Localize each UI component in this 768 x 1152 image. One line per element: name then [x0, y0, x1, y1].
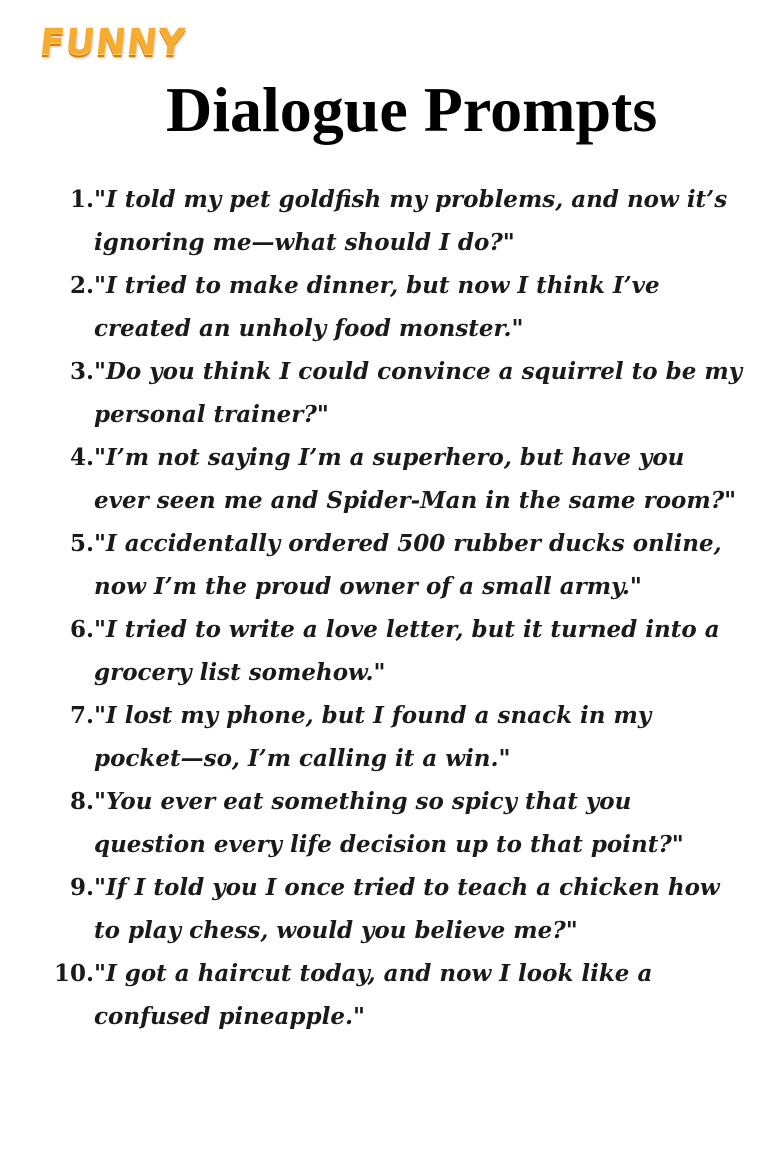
prompt-text: "You ever eat something so spicy that you question every life decision up to that point?": [94, 788, 684, 858]
prompt-number: 6.: [69, 616, 94, 643]
prompt-number: 8.: [69, 788, 94, 815]
prompt-number: 5.: [69, 530, 94, 557]
prompt-item: [44, 178, 744, 264]
prompt-item: [44, 952, 744, 1038]
prompt-list: [44, 178, 744, 1038]
prompt-item: [44, 866, 744, 952]
prompt-item: [44, 264, 744, 350]
prompt-number: 9.: [69, 874, 94, 901]
prompt-item: [44, 608, 744, 694]
prompt-number: 2.: [69, 272, 94, 299]
prompt-text: "I told my pet goldfish my problems, and now it’s ignoring me—what should I do?": [94, 186, 728, 256]
funny-badge: FUNNY: [37, 22, 188, 63]
prompt-text: "I tried to make dinner, but now I think I’ve created an unholy food monster.": [94, 272, 660, 342]
prompt-number: 3.: [69, 358, 94, 385]
page-title: Dialogue Prompts: [166, 74, 658, 145]
prompt-text: "I’m not saying I’m a superhero, but have you ever seen me and Spider-Man in the same room?": [94, 444, 737, 514]
prompt-number: 4.: [69, 444, 94, 471]
prompt-item: [44, 780, 744, 866]
prompt-text: "Do you think I could convince a squirrel to be my personal trainer?": [94, 358, 743, 428]
prompt-text: "I got a haircut today, and now I look like a confused pineapple.": [94, 960, 653, 1030]
prompt-number: 10.: [53, 960, 94, 987]
prompt-number: 1.: [69, 186, 94, 213]
prompt-item: [44, 350, 744, 436]
prompt-text: "I lost my phone, but I found a snack in my pocket—so, I’m calling it a win.": [94, 702, 652, 772]
prompt-number: 7.: [69, 702, 94, 729]
prompt-item: [44, 522, 744, 608]
prompt-item: [44, 436, 744, 522]
prompt-item: [44, 694, 744, 780]
prompt-text: "I accidentally ordered 500 rubber ducks online, now I’m the proud owner of a small army.": [94, 530, 722, 600]
prompt-text: "If I told you I once tried to teach a chicken how to play chess, would you believe me?": [94, 874, 720, 944]
prompt-text: "I tried to write a love letter, but it turned into a grocery list somehow.": [94, 616, 720, 686]
